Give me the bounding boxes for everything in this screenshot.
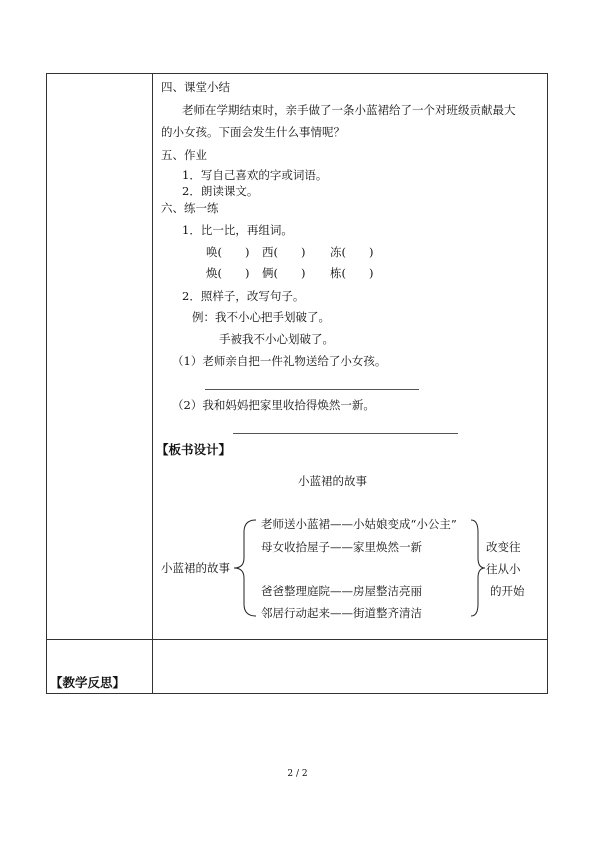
board-left-label: 小蓝裙的故事 xyxy=(161,561,230,575)
summary-heading: 四、课堂小结 xyxy=(161,80,230,94)
practice-heading: 六、练一练 xyxy=(161,201,219,215)
board-design-heading: 【板书设计】 xyxy=(156,442,232,457)
board-line-4: 邻居行动起来——街道整齐清洁 xyxy=(261,606,422,620)
table-border-top xyxy=(46,73,548,74)
practice-question-2: 2．照样子，改写句子。 xyxy=(182,289,305,303)
answer-line-1 xyxy=(205,389,419,390)
board-title: 小蓝裙的故事 xyxy=(298,474,367,488)
board-line-2: 母女收拾屋子——家里焕然一新 xyxy=(261,540,422,554)
board-line-3: 爸爸整理庭院——房屋整洁亮丽 xyxy=(261,584,422,598)
exercise-sentence-1: （1）老师亲自把一件礼物送给了小女孩。 xyxy=(172,354,387,368)
homework-heading: 五、作业 xyxy=(161,148,207,162)
homework-item-1: 1．写自己喜欢的字或词语。 xyxy=(182,168,328,182)
practice-question-1: 1．比一比，再组词。 xyxy=(182,223,293,237)
compare-char-5: 俩( ) xyxy=(262,266,306,280)
table-column-divider xyxy=(152,73,153,694)
table-border-right xyxy=(547,73,548,694)
compare-char-6: 栋( ) xyxy=(330,266,374,280)
teaching-reflection-label: 【教学反思】 xyxy=(50,675,126,690)
page-number: 2 / 2 xyxy=(287,769,308,779)
summary-paragraph-line1: 老师在学期结束时，亲手做了一条小蓝裙给了一个对班级贡献最大 xyxy=(182,103,516,117)
compare-char-4: 焕( ) xyxy=(206,266,250,280)
compare-char-2: 西( ) xyxy=(262,245,306,259)
board-right-line-3: 的开始 xyxy=(490,584,525,598)
homework-item-2: 2．朗读课文。 xyxy=(182,184,259,198)
right-brace xyxy=(468,518,488,618)
example-sentence: 例：我不小心把手划破了。 xyxy=(192,310,330,324)
compare-char-1: 唤( ) xyxy=(206,245,250,259)
left-brace xyxy=(230,518,260,618)
board-right-line-1: 改变往 xyxy=(486,540,521,554)
board-right-line-2: 往从小 xyxy=(486,562,521,576)
compare-char-3: 冻( ) xyxy=(330,245,374,259)
table-border-left xyxy=(46,73,47,694)
exercise-sentence-2: （2）我和妈妈把家里收拾得焕然一新。 xyxy=(172,398,375,412)
board-line-1: 老师送小蓝裙——小姑娘变成“小公主” xyxy=(261,517,457,531)
summary-paragraph-line2: 的小女孩。下面会发生什么事情呢？ xyxy=(161,125,345,139)
answer-line-2 xyxy=(233,433,458,434)
example-rewrite: 手被我不小心划破了。 xyxy=(219,332,334,346)
table-border-bottom xyxy=(46,693,548,694)
table-row-divider xyxy=(46,639,548,640)
